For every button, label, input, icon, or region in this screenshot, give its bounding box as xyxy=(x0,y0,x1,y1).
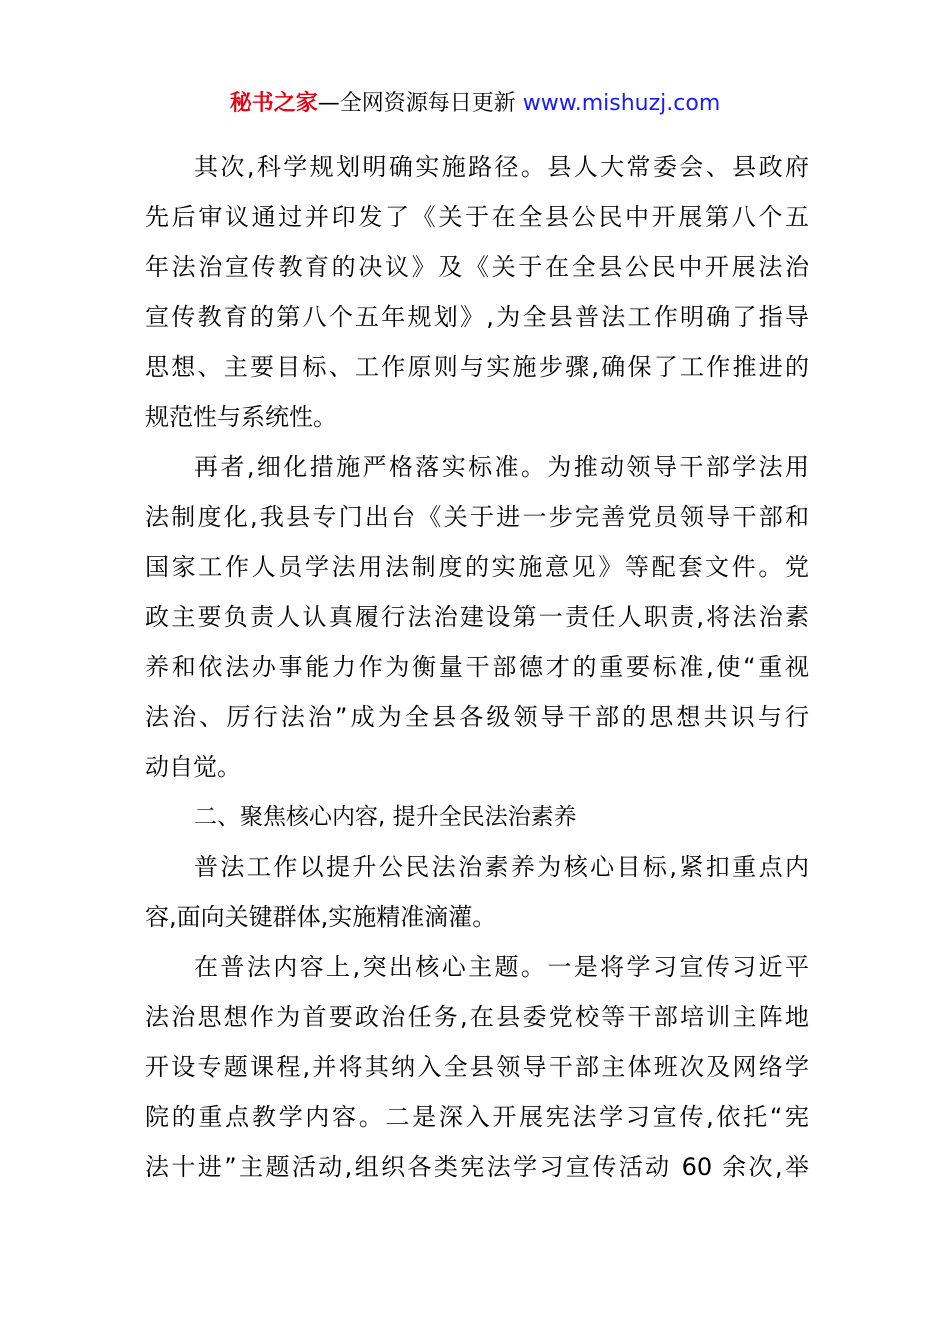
paragraph-line: 年法治宣传教育的决议》及《关于在全县公民中开展法治 xyxy=(145,253,809,281)
paragraph-line: 宣传教育的第八个五年规划》,为全县普法工作明确了指导 xyxy=(145,303,809,331)
paragraph-line: 政主要负责人认真履行法治建设第一责任人职责,将法治素 xyxy=(145,603,809,631)
section-heading: 二、聚焦核心内容, 提升全民法治素养 xyxy=(194,804,577,830)
paragraph-line: 养和依法办事能力作为衡量干部德才的重要标准,使“重视 xyxy=(145,653,809,681)
paragraph-line: 法十进”主题活动,组织各类宪法学习宣传活动 60 余次,举 xyxy=(145,1153,809,1181)
paragraph-line: 法治、厉行法治”成为全县各级领导干部的思想共识与行 xyxy=(145,703,809,731)
site-url-link[interactable]: www.mishuzj.com xyxy=(522,91,721,116)
paragraph-line: 再者,细化措施严格落实标准。为推动领导干部学法用 xyxy=(194,453,809,481)
paragraph-line: 开设专题课程,并将其纳入全县领导干部主体班次及网络学 xyxy=(145,1053,809,1081)
paragraph-line: 容,面向关键群体,实施精准滴灌。 xyxy=(145,903,497,931)
paragraph-line: 院的重点教学内容。二是深入开展宪法学习宣传,依托“宪 xyxy=(145,1103,809,1131)
paragraph-line: 先后审议通过并印发了《关于在全县公民中开展第八个五 xyxy=(145,203,809,231)
paragraph-line: 国家工作人员学法用法制度的实施意见》等配套文件。党 xyxy=(145,553,809,581)
site-header xyxy=(0,86,950,122)
paragraph-line: 在普法内容上,突出核心主题。一是将学习宣传习近平 xyxy=(194,953,809,981)
paragraph-line: 其次,科学规划明确实施路径。县人大常委会、县政府 xyxy=(194,153,809,181)
paragraph-line: 动自觉。 xyxy=(145,753,241,781)
paragraph-line: 法治思想作为首要政治任务,在县委党校等干部培训主阵地 xyxy=(145,1003,809,1031)
paragraph-line: 思想、主要目标、工作原则与实施步骤,确保了工作推进的 xyxy=(145,353,809,381)
paragraph-line: 法制度化,我县专门出台《关于进一步完善党员领导干部和 xyxy=(145,503,809,531)
paragraph-line: 普法工作以提升公民法治素养为核心目标,紧扣重点内 xyxy=(194,853,809,881)
header-tagline: —全网资源每日更新 xyxy=(317,91,523,116)
document-body xyxy=(145,142,809,1192)
brand-name: 秘书之家 xyxy=(229,91,318,116)
paragraph-line: 规范性与系统性。 xyxy=(145,403,337,431)
